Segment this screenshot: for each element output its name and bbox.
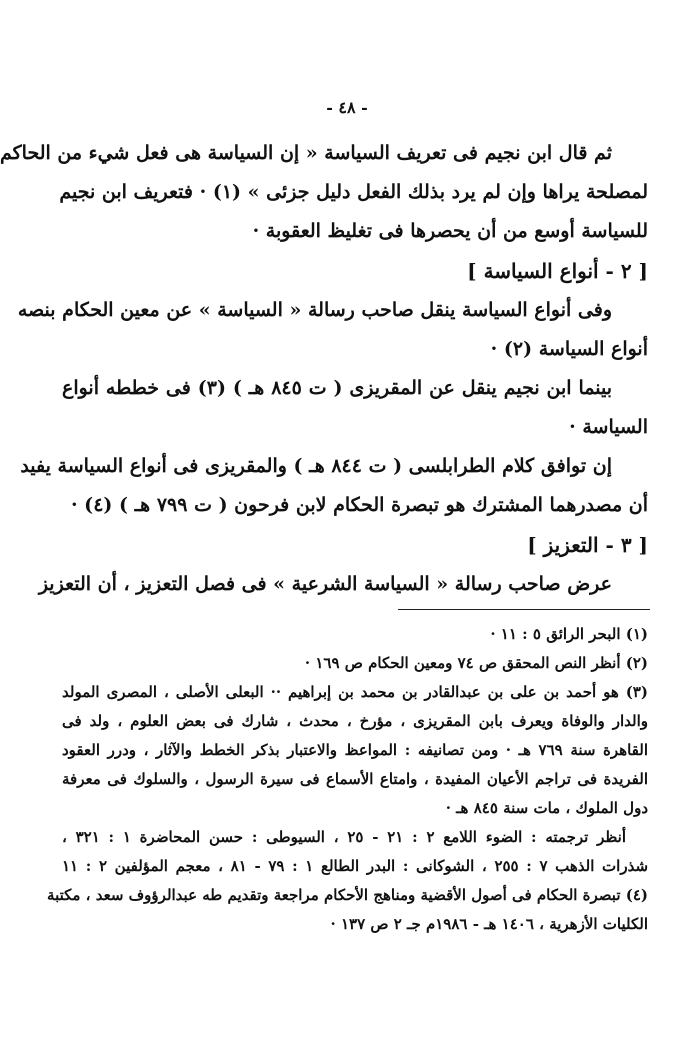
body-line: عرض صاحب رسالة « السياسة الشرعية » فى فصل التعزيز ، أن التعزيز bbox=[38, 573, 612, 595]
footnote-line: (٢) أنظر النص المحقق ص ٧٤ ومعين الحكام ص ١٦٩ · bbox=[304, 654, 648, 672]
footnote-line: القاهرة سنة ٧٦٩ هـ · ومن تصانيفه : المواعظ والاعتبار بذكر الخطط والآثار ، ودرر العقود bbox=[62, 741, 648, 759]
footnote-line: شذرات الذهب ٧ : ٢٥٥ ، الشوكانى : البدر الطالع ١ : ٧٩ - ٨١ ، معجم المؤلفين ٢ : ١١ bbox=[62, 857, 649, 875]
body-line: ثم قال ابن نجيم فى تعريف السياسة « إن السياسة هى فعل شيء من الحاكم bbox=[0, 142, 612, 164]
footnote-line: (٤) تبصرة الحكام فى أصول الأقضية ومناهج الأحكام مراجعة وتقديم طه عبدالرؤوف سعد ، مكتبة bbox=[47, 886, 648, 904]
footnotes bbox=[47, 620, 649, 939]
footnote-line: أنظر ترجمته : الضوء اللامع ٢ : ٢١ - ٢٥ ، السيوطى : حسن المحاضرة ١ : ٣٢١ ، bbox=[62, 828, 627, 846]
body-line: بينما ابن نجيم ينقل عن المقريزى ( ت ٨٤٥ هـ ) (٣) فى خططه أنواع bbox=[62, 377, 612, 399]
body-line: السياسة · bbox=[569, 416, 648, 438]
body-line: إن توافق كلام الطرابلسى ( ت ٨٤٤ هـ ) والمقريزى فى أنواع السياسة يفيد bbox=[20, 455, 612, 477]
main-text bbox=[0, 134, 648, 604]
body-line: أنواع السياسة (٢) · bbox=[490, 338, 648, 360]
body-line: لمصلحة يراها وإن لم يرد بذلك الفعل دليل جزئى » (١) · فتعريف ابن نجيم bbox=[59, 181, 648, 203]
body-line: أن مصدرهما المشترك هو تبصرة الحكام لابن فرحون ( ت ٧٩٩ هـ ) (٤) · bbox=[70, 494, 648, 516]
footnote-line: (٣) هو أحمد بن على بن عبدالقادر بن محمد بن إبراهيم ·· البعلى الأصلى ، المصرى المولد bbox=[62, 683, 648, 701]
footnote-divider bbox=[398, 609, 650, 610]
footnote-line: الفريدة فى تراجم الأعيان المفيدة ، وامتاع الأسماع فى سيرة الرسول ، والسلوك فى معرفة bbox=[62, 770, 648, 788]
footnote-line: والدار والوفاة ويعرف بابن المقريزى ، مؤرخ ، محدث ، شارك فى بعض العلوم ، ولد فى bbox=[62, 712, 648, 730]
body-line: للسياسة أوسع من أن يحصرها فى تغليظ العقوبة · bbox=[252, 220, 648, 242]
footnote-line: الكليات الأزهرية ، ١٤٠٦ هـ - ١٩٨٦م جـ ٢ ص ١٣٧ · bbox=[330, 915, 648, 933]
page-number: - ٤٨ - bbox=[326, 98, 368, 117]
section-heading-types-of-politics: [ ٢ - أنواع السياسة ] bbox=[467, 259, 648, 283]
footnote-line: دول الملوك ، مات سنة ٨٤٥ هـ · bbox=[445, 799, 648, 817]
body-line: وفى أنواع السياسة ينقل صاحب رسالة « السياسة » عن معين الحكام بنصه bbox=[17, 299, 612, 321]
section-heading-tazir: [ ٣ - التعزيز ] bbox=[527, 533, 648, 557]
footnote-line: (١) البحر الرائق ٥ : ١١ · bbox=[490, 625, 648, 643]
